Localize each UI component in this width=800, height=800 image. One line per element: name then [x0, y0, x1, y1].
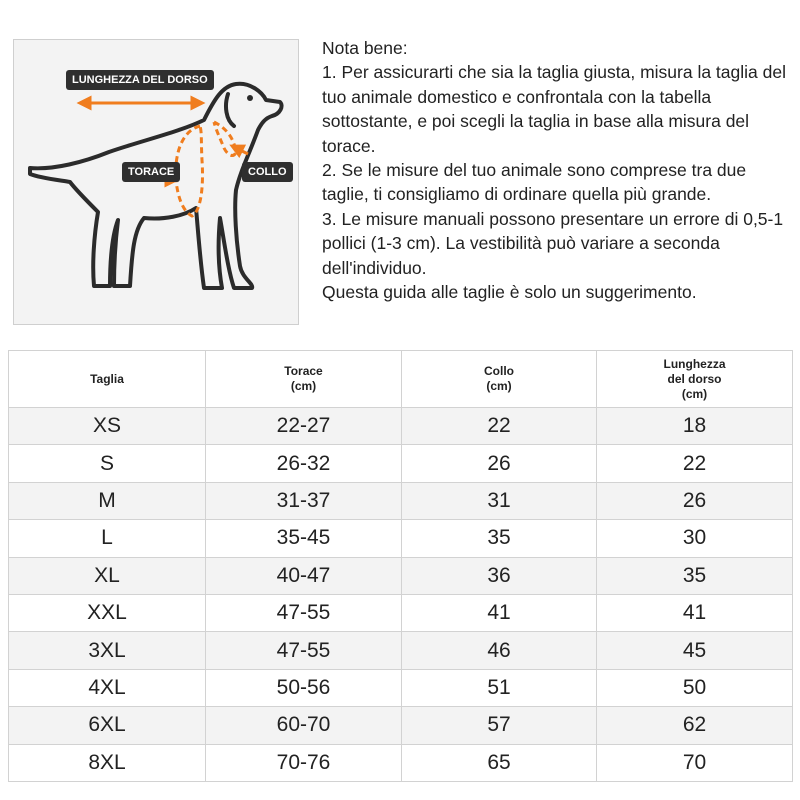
cell-back: 50 [597, 669, 793, 706]
cell-back: 26 [597, 482, 793, 519]
cell-chest: 47-55 [206, 632, 402, 669]
cell-neck: 46 [402, 632, 597, 669]
neck-label: COLLO [242, 162, 293, 182]
table-header-row [9, 351, 793, 408]
cell-neck: 36 [402, 557, 597, 594]
back-length-label: LUNGHEZZA DEL DORSO [66, 70, 214, 90]
table-row [9, 669, 793, 706]
cell-back: 30 [597, 520, 793, 557]
cell-size: 4XL [9, 669, 206, 706]
cell-chest: 22-27 [206, 408, 402, 445]
table-row [9, 594, 793, 631]
table-row [9, 744, 793, 781]
cell-back: 70 [597, 744, 793, 781]
header-neck: Collo (cm) [402, 351, 597, 408]
notes-block [322, 36, 792, 304]
notes-heading: Nota bene: [322, 38, 408, 58]
cell-size: 6XL [9, 707, 206, 744]
header-back-length: Lunghezza del dorso (cm) [597, 351, 793, 408]
cell-chest: 70-76 [206, 744, 402, 781]
cell-back: 62 [597, 707, 793, 744]
cell-neck: 41 [402, 594, 597, 631]
dog-measurement-illustration [13, 39, 299, 325]
cell-back: 41 [597, 594, 793, 631]
table-row [9, 482, 793, 519]
note-item-3: 3. Le misure manuali possono presentare un errore di 0,5-1 pollici (1-3 cm). La vestibilità può variare a seconda dell'individuo. [322, 208, 784, 278]
cell-size: S [9, 445, 206, 482]
cell-chest: 35-45 [206, 520, 402, 557]
cell-back: 22 [597, 445, 793, 482]
cell-size: XS [9, 408, 206, 445]
note-item-2: 2. Se le misure del tuo animale sono comprese tra due taglie, ti consigliamo di ordinare quella più grande. [322, 160, 747, 205]
cell-neck: 51 [402, 669, 597, 706]
table-row [9, 445, 793, 482]
cell-chest: 26-32 [206, 445, 402, 482]
cell-size: XL [9, 557, 206, 594]
table-row [9, 707, 793, 744]
size-table [8, 350, 793, 782]
cell-neck: 35 [402, 520, 597, 557]
cell-chest: 31-37 [206, 482, 402, 519]
notes-footer: Questa guida alle taglie è solo un suggerimento. [322, 282, 697, 303]
header-size: Taglia [9, 351, 206, 408]
cell-size: 8XL [9, 744, 206, 781]
cell-neck: 65 [402, 744, 597, 781]
cell-size: L [9, 520, 206, 557]
cell-size: 3XL [9, 632, 206, 669]
cell-chest: 40-47 [206, 557, 402, 594]
table-row [9, 408, 793, 445]
table-row [9, 520, 793, 557]
chest-label: TORACE [122, 162, 180, 182]
cell-neck: 31 [402, 482, 597, 519]
table-row [9, 557, 793, 594]
cell-neck: 57 [402, 707, 597, 744]
cell-back: 35 [597, 557, 793, 594]
note-item-1: 1. Per assicurarti che sia la taglia giusta, misura la taglia del tuo animale domestico e confrontala con la tabella sottostante, e poi scegli la taglia in base alla misura del torace. [322, 62, 786, 156]
cell-chest: 60-70 [206, 707, 402, 744]
cell-back: 45 [597, 632, 793, 669]
table-row [9, 632, 793, 669]
cell-chest: 47-55 [206, 594, 402, 631]
cell-back: 18 [597, 408, 793, 445]
header-chest: Torace (cm) [206, 351, 402, 408]
cell-neck: 26 [402, 445, 597, 482]
cell-size: M [9, 482, 206, 519]
cell-size: XXL [9, 594, 206, 631]
cell-chest: 50-56 [206, 669, 402, 706]
cell-neck: 22 [402, 408, 597, 445]
